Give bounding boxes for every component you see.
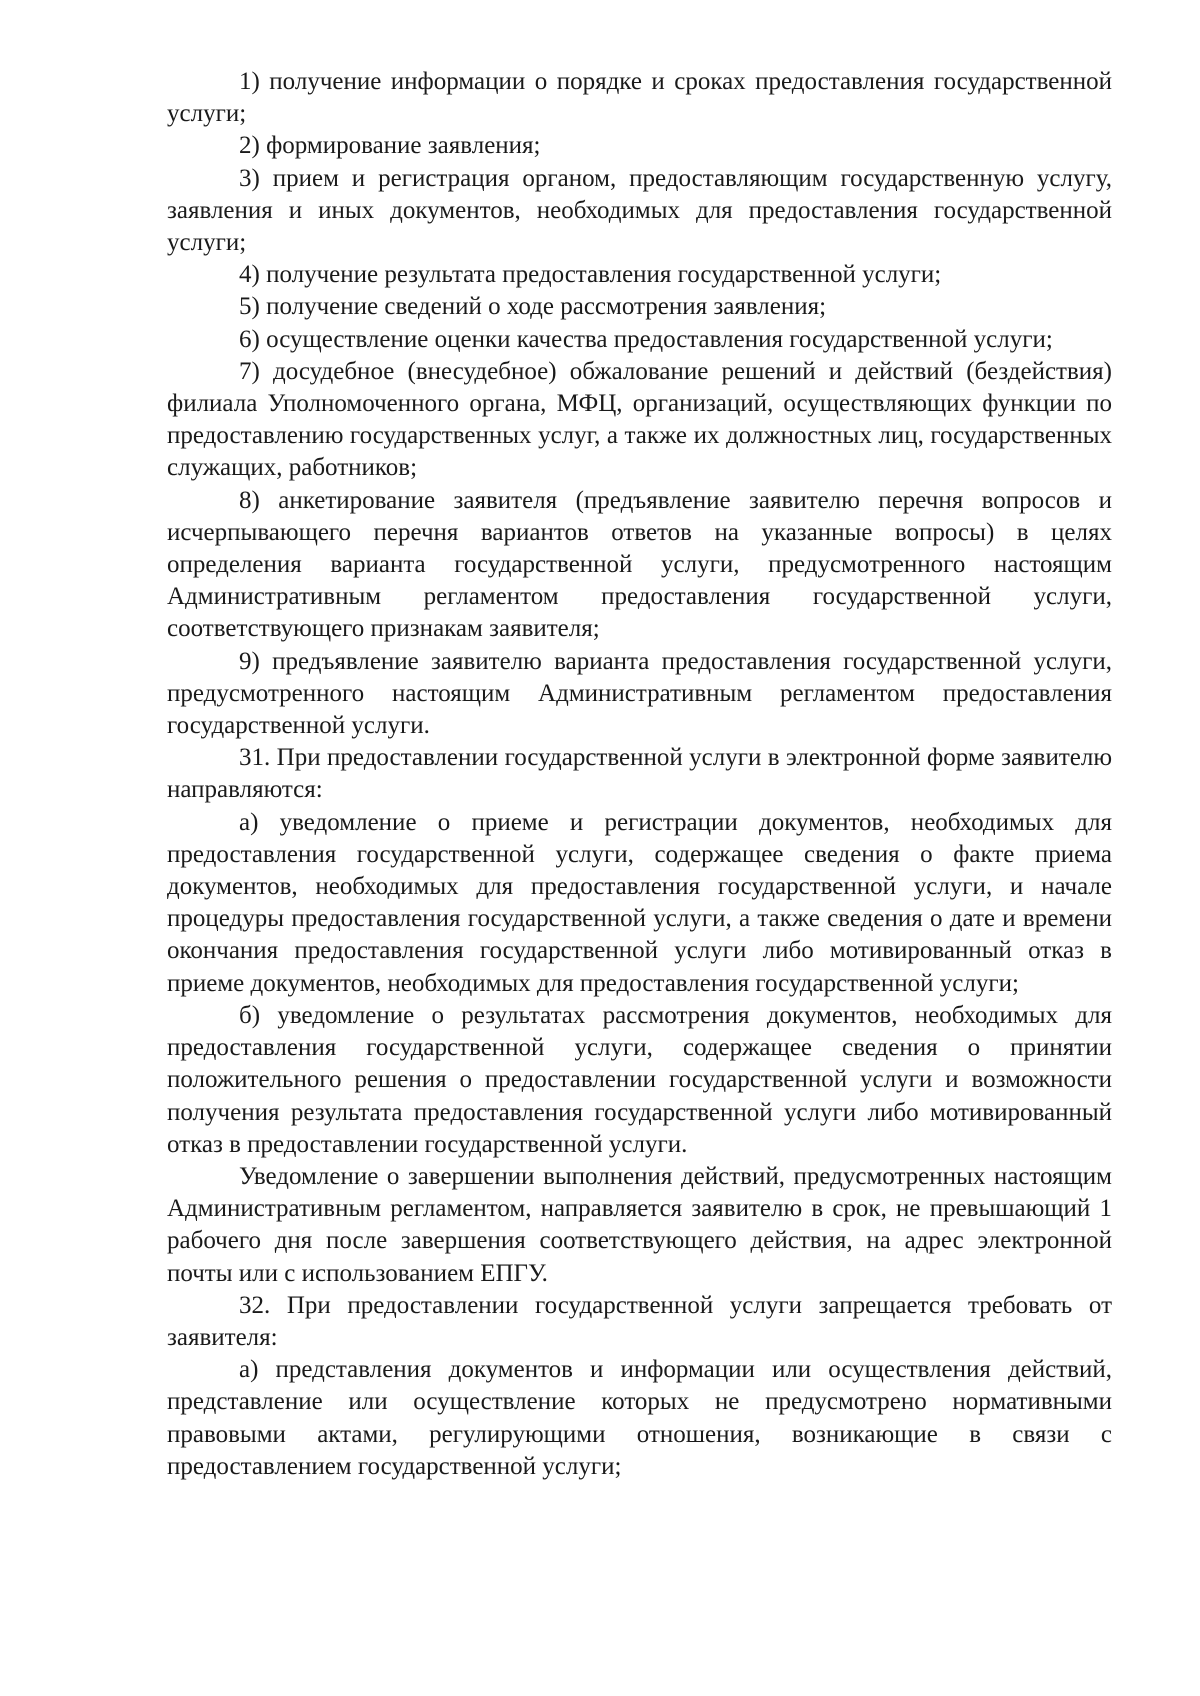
clause-31-a: а) уведомление о приеме и регистрации документов, необходимых для предоставления государственной услуги, содержащее сведения о факте приема документов, необходимых для предоставления государственной услуги, и начале процедуры предоставления государственной услуги, а также сведения о дате и времени окончания предоставления государственной услуги либо мотивированный отказ в приеме документов, необходимых для предоставления государственной услуги;	[167, 808, 1112, 997]
list-item-4: 4) получение результата предоставления государственной услуги;	[239, 261, 942, 289]
list-item-5: 5) получение сведений о ходе рассмотрения заявления;	[239, 293, 827, 321]
document-body	[167, 66, 1112, 1483]
list-item-8: 8) анкетирование заявителя (предъявление заявителю перечня вопросов и исчерпывающего перечня вариантов ответов на указанные вопросы) в целях определения варианта государственной услуги, предусмотренного настоящим Административным регламентом предоставления государственной услуги, соответствующего признакам заявителя;	[167, 486, 1112, 643]
clause-32: 32. При предоставлении государственной услуги запрещается требовать от заявителя:	[167, 1291, 1112, 1351]
list-item-7: 7) досудебное (внесудебное) обжалование решений и действий (бездействия) филиала Уполномоченного органа, МФЦ, организаций, осуществляющих функции по предоставлению государственных услуг, а также их должностных лиц, государственных служащих, работников;	[167, 357, 1112, 482]
clause-31-b: б) уведомление о результатах рассмотрения документов, необходимых для предоставления государственной услуги, содержащее сведения о принятии положительного решения о предоставлении государственной услуги и возможности получения результата предоставления государственной услуги либо мотивированный отказ в предоставлении государственной услуги.	[167, 1001, 1112, 1158]
list-item-9: 9) предъявление заявителю варианта предоставления государственной услуги, предусмотренного настоящим Административным регламентом предоставления государственной услуги.	[167, 647, 1112, 740]
list-item-3: 3) прием и регистрация органом, предоставляющим государственную услугу, заявления и иных документов, необходимых для предоставления государственной услуги;	[167, 164, 1112, 257]
clause-32-a: а) представления документов и информации или осуществления действий, представление или осуществление которых не предусмотрено нормативными правовыми актами, регулирующими отношения, возникающие в связи с предоставлением государственной услуги;	[167, 1356, 1112, 1480]
list-item-6: 6) осуществление оценки качества предоставления государственной услуги;	[239, 325, 1053, 353]
list-item-1: 1) получение информации о порядке и сроках предоставления государственной услуги;	[167, 68, 1112, 128]
list-item-2: 2) формирование заявления;	[239, 132, 541, 160]
notification-paragraph: Уведомление о завершении выполнения действий, предусмотренных настоящим Административным регламентом, направляется заявителю в срок, не превышающий 1 рабочего дня после завершения соответствующего действия, на адрес электронной почты или с использованием ЕПГУ.	[167, 1162, 1112, 1287]
clause-31: 31. При предоставлении государственной услуги в электронной форме заявителю направляются:	[167, 744, 1112, 804]
